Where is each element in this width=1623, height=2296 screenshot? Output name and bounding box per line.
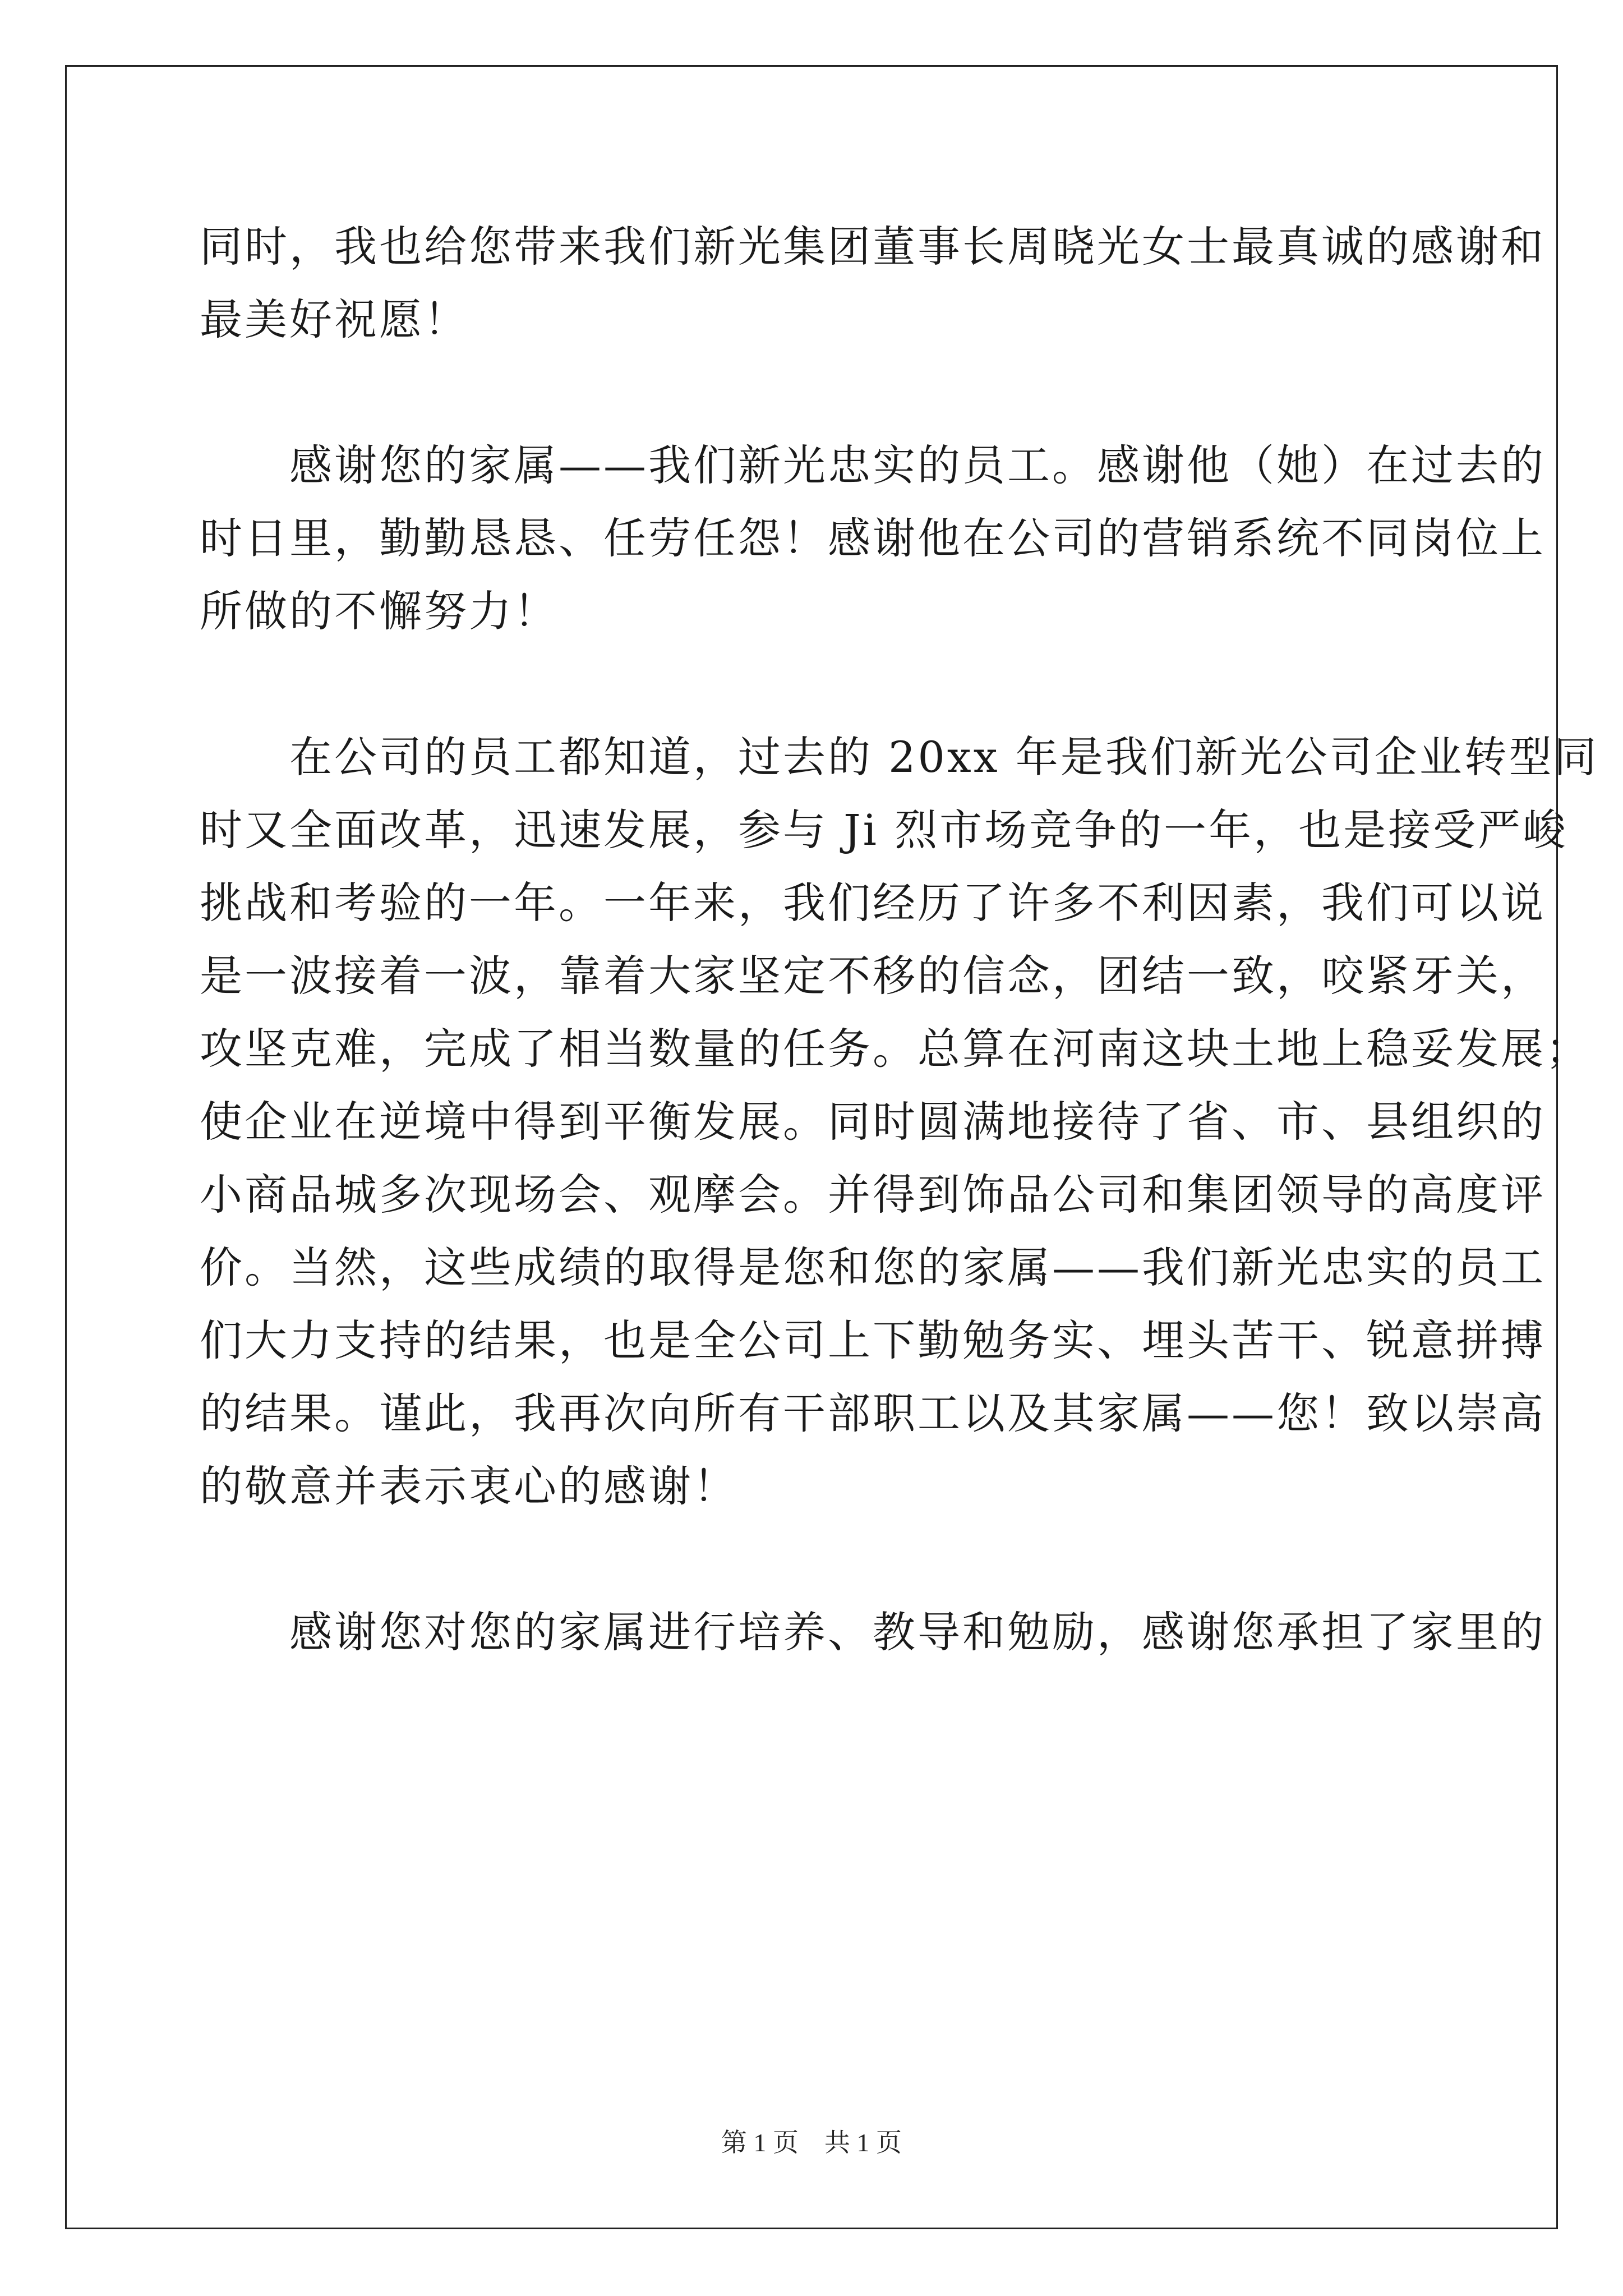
text-line: 们大力支持的结果，也是全公司上下勤勉务实、埋头苦干、锐意拼搏 xyxy=(200,1315,1546,1365)
text-line: 小商品城多次现场会、观摩会。并得到饰品公司和集团领导的高度评 xyxy=(200,1170,1546,1220)
text-line: 挑战和考验的一年。一年来，我们经历了许多不利因素，我们可以说 xyxy=(200,878,1546,928)
text-line: 在公司的员工都知道，过去的 20xx 年是我们新光公司企业转型同 xyxy=(200,732,1599,782)
text-line: 最美好祝愿！ xyxy=(200,295,469,344)
text-line: 是一波接着一波，靠着大家坚定不移的信念，团结一致，咬紧牙关， xyxy=(200,951,1546,1001)
text-line: 时日里，勤勤恳恳、任劳任怨！感谢他在公司的营销系统不同岗位上 xyxy=(200,513,1546,563)
text-line: 时又全面改革，迅速发展，参与 Ji 烈市场竞争的一年，也是接受严峻 xyxy=(200,805,1568,855)
text-line: 攻坚克难，完成了相当数量的任务。总算在河南这块土地上稳妥发展； xyxy=(200,1024,1590,1074)
page-number-footer: 第 1 页 共 1 页 xyxy=(721,2128,902,2157)
text-line: 所做的不懈努力！ xyxy=(200,586,559,636)
text-line: 感谢您的家属——我们新光忠实的员工。感谢他（她）在过去的 xyxy=(200,440,1546,490)
text-line: 同时，我也给您带来我们新光集团董事长周晓光女士最真诚的感谢和 xyxy=(200,222,1546,272)
text-line: 的结果。谨此，我再次向所有干部职工以及其家属——您！致以崇高 xyxy=(200,1388,1546,1438)
text-line: 价。当然，这些成绩的取得是您和您的家属——我们新光忠实的员工 xyxy=(200,1243,1546,1292)
text-line: 感谢您对您的家属进行培养、教导和勉励，感谢您承担了家里的 xyxy=(200,1607,1546,1657)
text-line: 使企业在逆境中得到平衡发展。同时圆满地接待了省、市、县组织的 xyxy=(200,1097,1546,1147)
text-line: 的敬意并表示衷心的感谢！ xyxy=(200,1461,738,1511)
